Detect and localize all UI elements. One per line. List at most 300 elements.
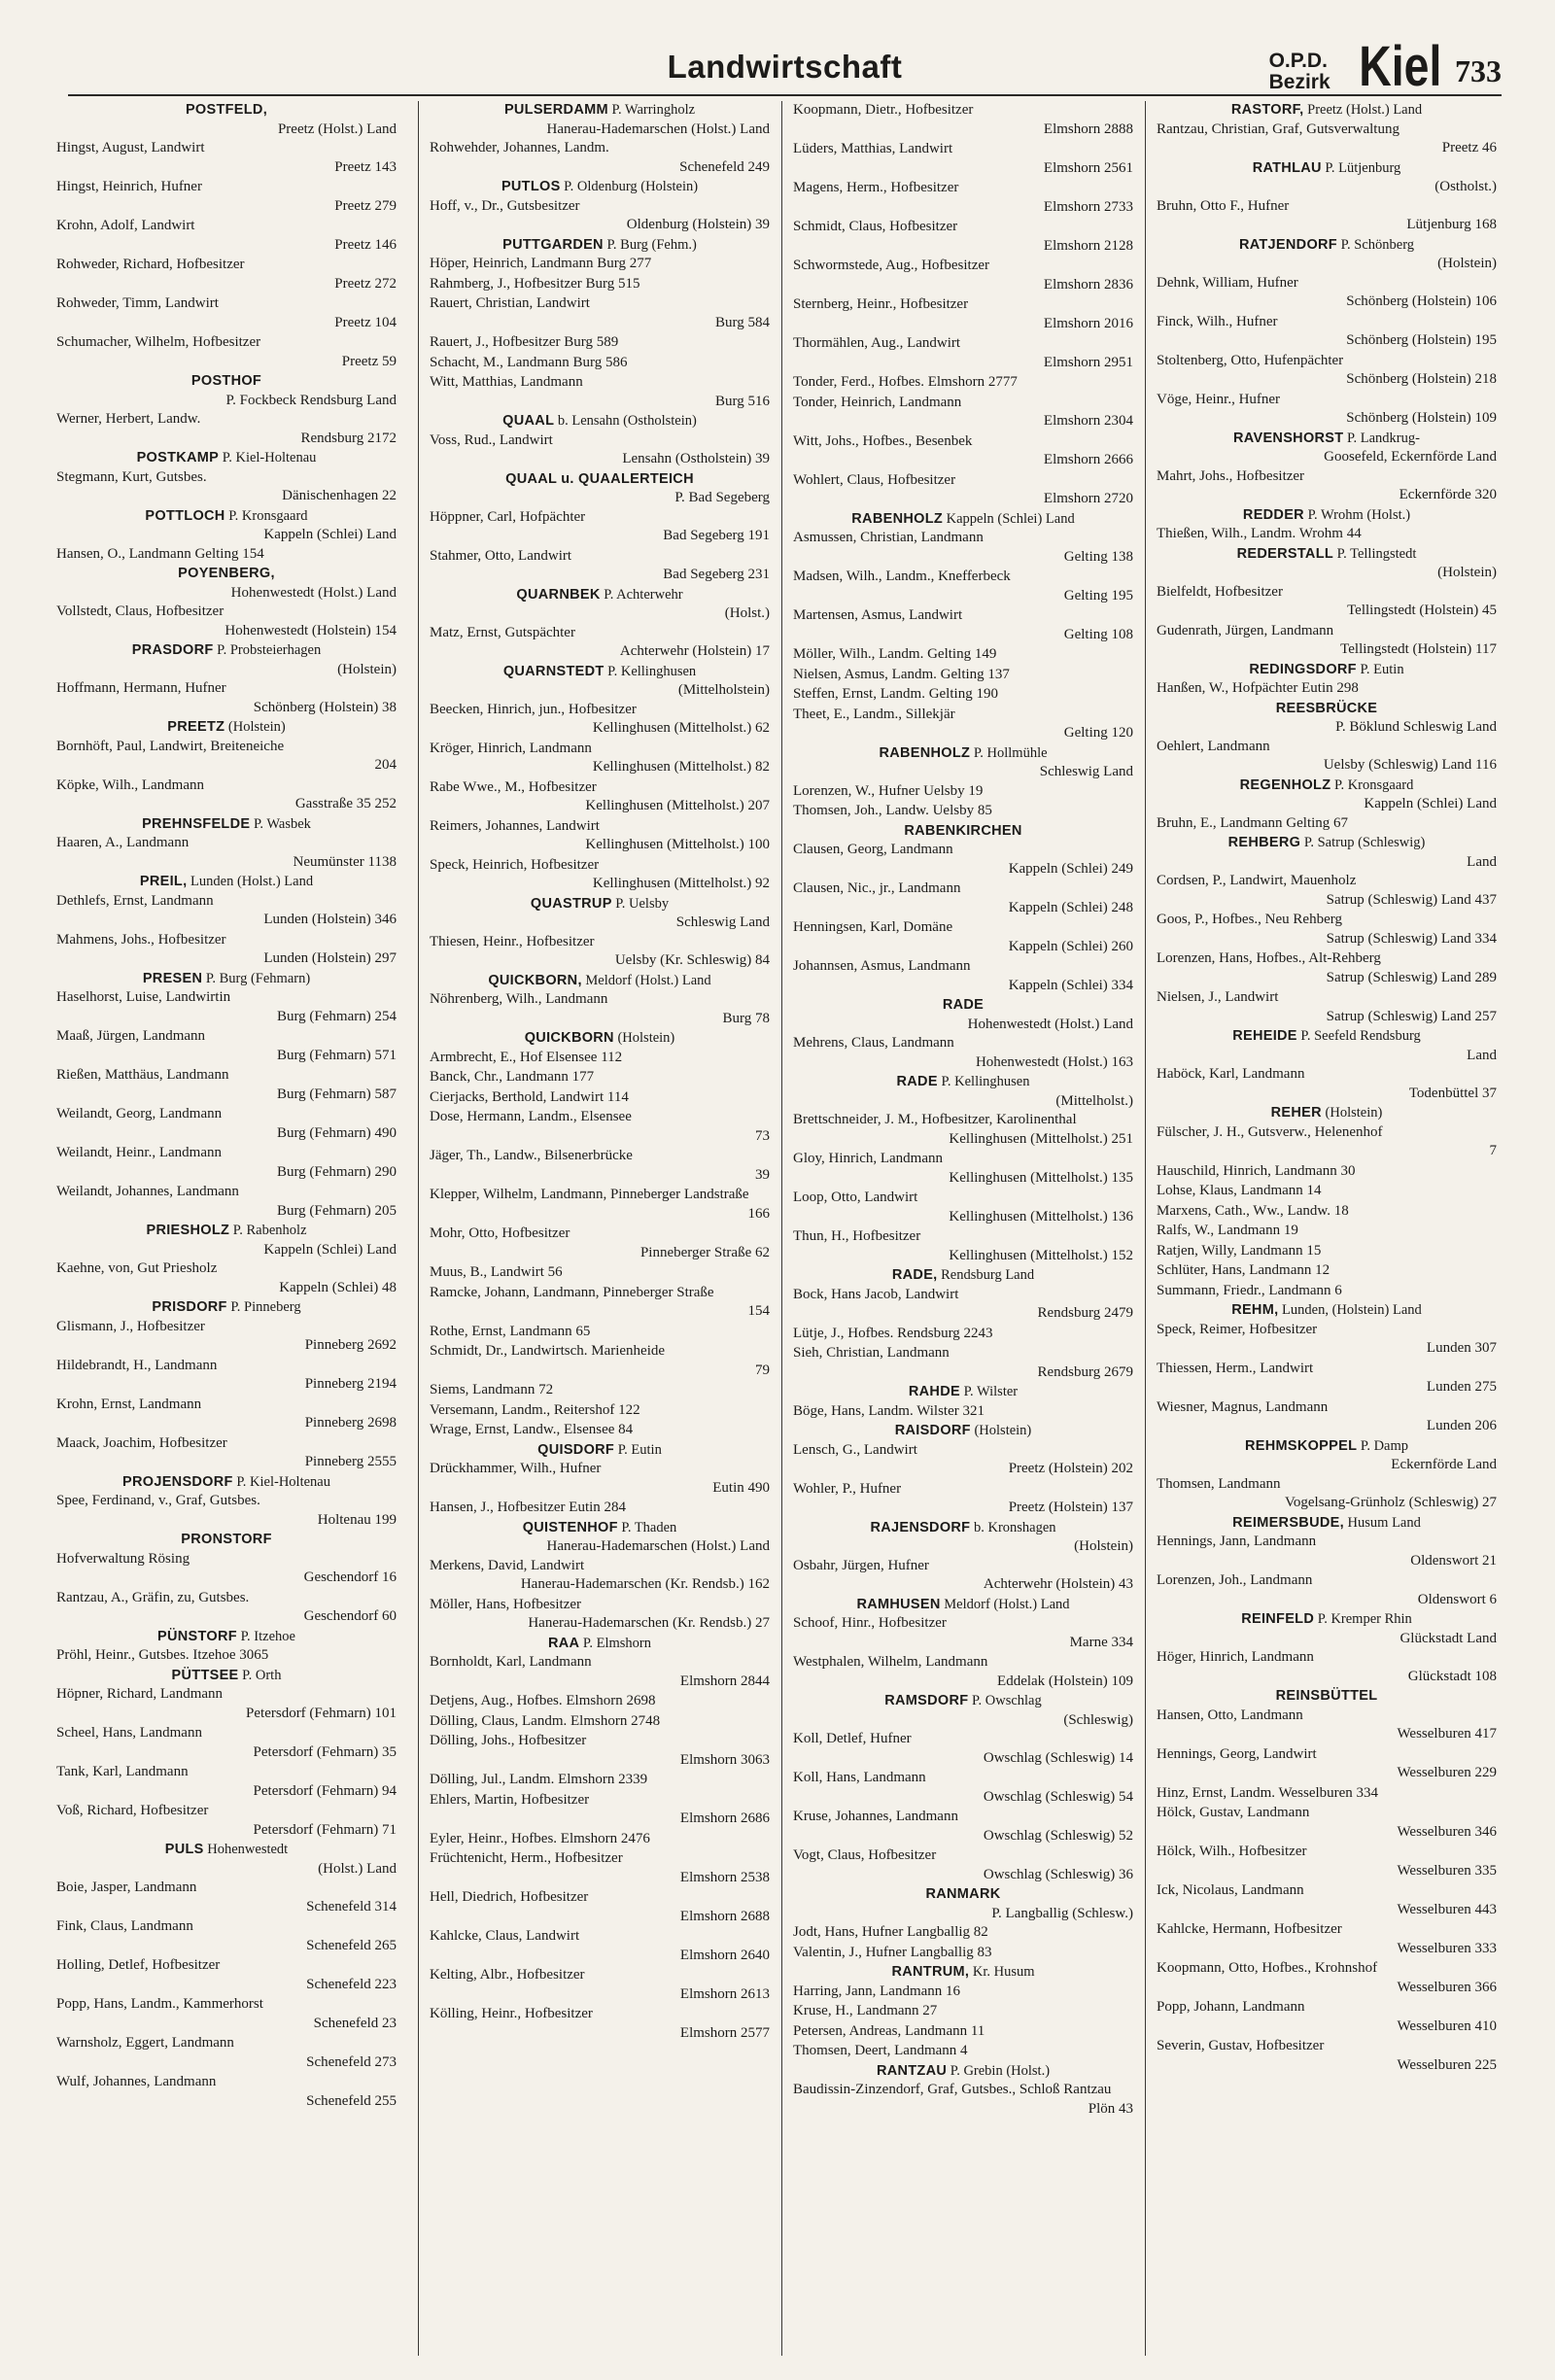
place-subline: (Holst.)	[724, 605, 770, 621]
entry-name: Schlüter, Hans, Landmann 12	[1157, 1262, 1330, 1278]
directory-entry	[430, 1927, 770, 1965]
place-heading	[56, 1667, 397, 1686]
place-heading	[430, 586, 770, 605]
place-heading	[1157, 159, 1497, 179]
place-heading	[56, 507, 397, 527]
place-name: POTTLOCH	[145, 507, 225, 524]
entry-name: Popp, Hans, Landm., Kammerhorst	[56, 1996, 263, 2012]
entry-phone: Elmshorn 2577	[679, 2024, 770, 2041]
entry-name: Schwormstede, Aug., Hofbesitzer	[793, 258, 990, 273]
entry-name: Ick, Nicolaus, Landmann	[1157, 1882, 1304, 1898]
directory-entry	[430, 1088, 770, 1108]
entry-name: Oehlert, Landmann	[1157, 738, 1270, 754]
directory-entry	[793, 2002, 1133, 2021]
entry-phone: Burg 78	[722, 1010, 770, 1026]
directory-entry	[56, 1763, 397, 1801]
place-name: RABENHOLZ	[851, 510, 944, 527]
place-heading	[1157, 776, 1497, 796]
place-post-office: P. Schönberg	[1336, 236, 1415, 253]
entry-name: Bock, Hans Jacob, Landwirt	[793, 1286, 959, 1302]
entry-name: Thomsen, Joh., Landw. Uelsby 85	[793, 803, 992, 818]
entry-name: Schacht, M., Landmann Burg 586	[430, 354, 628, 370]
directory-entry	[1157, 911, 1497, 949]
place-name: PREHNSFELDE	[142, 815, 251, 832]
place-subline: Preetz (Holst.) Land	[277, 121, 397, 137]
column-2	[430, 101, 770, 2356]
entry-name: Vollstedt, Claus, Hofbesitzer	[56, 604, 225, 619]
entry-name: Haaren, A., Landmann	[56, 835, 190, 850]
directory-entry	[56, 1917, 397, 1955]
directory-entry	[1157, 274, 1497, 312]
directory-entry	[56, 1589, 397, 1627]
place-name: PULSERDAMM	[503, 102, 608, 118]
entry-name: Stahmer, Otto, Landwirt	[430, 547, 572, 564]
entry-name: Thormählen, Aug., Landwirt	[793, 335, 961, 351]
directory-entry	[793, 1614, 1133, 1652]
directory-entry	[793, 1402, 1133, 1422]
directory-entry	[793, 841, 1133, 879]
entry-name: Hinz, Ernst, Landm. Wesselburen 334	[1157, 1784, 1379, 1801]
directory-entry	[1157, 1360, 1497, 1397]
directory-entry	[56, 1492, 397, 1530]
column-3	[793, 101, 1133, 2356]
place-subline: Hanerau-Hademarschen (Holst.) Land	[546, 121, 770, 137]
place-post-office: P. Probsteierhagen	[213, 642, 322, 658]
directory-entry	[56, 256, 397, 293]
entry-phone: Satrup (Schleswig) Land 437	[1326, 891, 1497, 908]
place-name: REESBRÜCKE	[1275, 700, 1378, 716]
entry-phone: Oldenswort 21	[1410, 1552, 1497, 1569]
place-heading	[56, 970, 397, 989]
place-heading	[430, 1441, 770, 1461]
entry-name: Jodt, Hans, Hufner Langballig 82	[793, 1924, 988, 1940]
place-post-office: P. Oldenburg (Holstein)	[560, 179, 699, 194]
place-post-office: P. Landkrug-	[1343, 430, 1420, 446]
directory-entry	[56, 2034, 397, 2072]
place-name: REDERSTALL	[1236, 545, 1334, 562]
place-name: RAJENSDORF	[870, 1519, 971, 1535]
entry-phone: Elmshorn 2844	[679, 1673, 770, 1689]
place-heading	[793, 1596, 1133, 1615]
entry-name: Höppner, Carl, Hofpächter	[430, 508, 586, 525]
entry-phone: Wesselburen 225	[1397, 2056, 1497, 2073]
directory-entry	[1157, 583, 1497, 621]
entry-name: Koopmann, Dietr., Hofbesitzer	[793, 102, 974, 118]
entry-name: Rahmberg, J., Hofbesitzer Burg 515	[430, 275, 640, 292]
place-heading	[793, 1073, 1133, 1092]
entry-name: Witt, Johs., Hofbes., Besenbek	[793, 432, 973, 449]
directory-entry	[1157, 121, 1497, 158]
entry-name: Thomsen, Deert, Landmann 4	[793, 2043, 968, 2058]
place-name: REHM,	[1231, 1302, 1279, 1318]
entry-phone: Dänischenhagen 22	[282, 488, 397, 503]
place-name: REDINGSDORF	[1249, 661, 1357, 677]
place-subline: Kappeln (Schlei) Land	[263, 1241, 397, 1258]
entry-name: Jäger, Th., Landw., Bilsenerbrücke	[430, 1148, 633, 1163]
bezirk-text: Bezirk	[1268, 71, 1330, 93]
directory-entry	[793, 782, 1133, 802]
entry-phone: Hohenwestedt (Holst.) 163	[975, 1053, 1133, 1070]
directory-entry	[793, 334, 1133, 372]
directory-entry	[430, 197, 770, 235]
entry-phone: Schönberg (Holstein) 195	[1346, 332, 1497, 348]
place-name: QUICKBORN	[524, 1030, 614, 1046]
place-subline: (Holstein)	[1437, 565, 1497, 580]
entry-name: Lütje, J., Hofbes. Rendsburg 2243	[793, 1325, 993, 1341]
entry-phone: Vogelsang-Grünholz (Schleswig) 27	[1284, 1495, 1497, 1510]
entry-phone: Elmshorn 2016	[1043, 315, 1133, 331]
entry-phone: Preetz 59	[341, 353, 397, 369]
place-subline: (Mittelholst.)	[1055, 1092, 1133, 1109]
entry-phone: Lensahn (Ostholstein) 39	[622, 451, 770, 466]
directory-entry	[56, 834, 397, 872]
entry-phone: Pinneberg 2698	[304, 1415, 397, 1431]
place-post-office: P. Itzehoe	[236, 1628, 295, 1644]
directory-entry	[1157, 1843, 1497, 1880]
place-heading	[793, 822, 1133, 842]
entry-name: Thießen, Wilh., Landm. Wrohm 44	[1157, 526, 1362, 541]
place-heading	[1157, 1104, 1497, 1123]
directory-entry	[56, 1027, 397, 1065]
directory-entry	[793, 179, 1133, 217]
section-title: Landwirtschaft	[667, 49, 903, 85]
entry-name: Scheel, Hans, Landmann	[56, 1725, 202, 1741]
directory-entry	[56, 1956, 397, 1994]
entry-name: Goos, P., Hofbes., Neu Rehberg	[1157, 912, 1342, 927]
entry-phone: Preetz (Holstein) 202	[1008, 1461, 1133, 1476]
entry-name: Lorenzen, W., Hufner Uelsby 19	[793, 782, 984, 799]
entry-name: Clausen, Nic., jr., Landmann	[793, 880, 961, 896]
entry-phone: Petersdorf (Fehmarn) 101	[246, 1705, 397, 1721]
directory-entry	[56, 1357, 397, 1395]
entry-name: Popp, Johann, Landmann	[1157, 1999, 1305, 2015]
entry-name: Bruhn, Otto F., Hufner	[1157, 197, 1290, 214]
place-heading	[430, 1029, 770, 1049]
directory-entry	[793, 1150, 1133, 1188]
place-name: REINFELD	[1241, 1611, 1315, 1627]
directory-entry	[793, 706, 1133, 743]
directory-entry	[793, 2022, 1133, 2042]
place-subline: Hanerau-Hademarschen (Holst.) Land	[546, 1538, 770, 1554]
place-name: PRONSTORF	[181, 1532, 272, 1547]
place-heading	[793, 1422, 1133, 1441]
entry-phone: Bad Segeberg 191	[663, 528, 770, 543]
entry-phone: Wesselburen 229	[1397, 1765, 1497, 1780]
entry-name: Johannsen, Asmus, Landmann	[793, 958, 971, 974]
place-name: PÜTTSEE	[171, 1667, 239, 1683]
entry-phone: 166	[747, 1205, 770, 1222]
entry-name: Fink, Claus, Landmann	[56, 1918, 193, 1934]
directory-entry	[793, 802, 1133, 821]
place-heading	[56, 372, 397, 392]
directory-entry	[56, 1396, 397, 1433]
entry-name: Magens, Herm., Hofbesitzer	[793, 180, 959, 195]
directory-entry	[56, 139, 397, 177]
entry-name: Loop, Otto, Landwirt	[793, 1190, 918, 1205]
directory-entry	[1157, 814, 1497, 834]
place-name: REIMERSBUDE,	[1232, 1514, 1344, 1531]
entry-phone: Holtenau 199	[317, 1511, 397, 1528]
directory-entry	[1157, 1784, 1497, 1804]
place-heading	[56, 1628, 397, 1647]
entry-name: Nöhrenberg, Wilh., Landmann	[430, 991, 608, 1007]
place-post-office: (Holstein)	[613, 1030, 675, 1046]
entry-name: Ehlers, Martin, Hofbesitzer	[430, 1791, 590, 1808]
entry-phone: Uelsby (Schleswig) Land 116	[1323, 757, 1497, 773]
entry-phone: Schönberg (Holstein) 218	[1346, 371, 1497, 387]
directory-entry	[793, 218, 1133, 256]
entry-phone: Elmshorn 2538	[679, 1869, 770, 1885]
directory-entry	[793, 394, 1133, 431]
entry-name: Sternberg, Heinr., Hofbesitzer	[793, 296, 969, 312]
entry-phone: Uelsby (Kr. Schleswig) 84	[614, 952, 770, 968]
entry-name: Lohse, Klaus, Landmann 14	[1157, 1183, 1322, 1198]
entry-phone: Geschendorf 16	[303, 1569, 397, 1585]
entry-phone: Wesselburen 443	[1397, 1901, 1497, 1917]
directory-entry	[1157, 1881, 1497, 1919]
directory-entry	[430, 1830, 770, 1849]
directory-entry	[56, 892, 397, 930]
entry-name: Hanßen, W., Hofpächter Eutin 298	[1157, 680, 1359, 696]
place-heading	[430, 470, 770, 490]
place-name: QUICKBORN,	[488, 972, 582, 988]
place-name: REGENHOLZ	[1239, 776, 1331, 793]
place-name: RAVENSHORST	[1233, 430, 1344, 446]
place-heading	[430, 1635, 770, 1654]
place-name: RAA	[547, 1635, 580, 1651]
place-name: RAMHUSEN	[856, 1596, 941, 1612]
entry-name: Stegmann, Kurt, Gutsbes.	[56, 468, 207, 485]
place-name: REINSBÜTTEL	[1275, 1688, 1378, 1704]
place-heading	[1157, 1301, 1497, 1321]
directory-entry	[430, 1791, 770, 1829]
entry-phone: Elmshorn 2128	[1043, 237, 1133, 254]
place-post-office: P. Uelsby	[611, 895, 670, 912]
place-post-office: P. Warringholz	[607, 102, 696, 118]
place-name: QUISTENHOF	[522, 1519, 618, 1535]
place-heading	[56, 1222, 397, 1241]
place-post-office: P. Lütjenburg	[1321, 159, 1401, 176]
place-heading	[793, 510, 1133, 530]
entry-name: Koopmann, Otto, Hofbes., Krohnshof	[1157, 1960, 1378, 1976]
place-post-office: P. Thaden	[617, 1519, 677, 1535]
entry-name: Wohler, P., Hufner	[793, 1480, 902, 1497]
entry-name: Kelting, Albr., Hofbesitzer	[430, 1967, 585, 1983]
directory-entry	[56, 410, 397, 448]
entry-name: Warnsholz, Eggert, Landmann	[56, 2035, 234, 2051]
entry-phone: Elmshorn 2720	[1043, 491, 1133, 506]
place-post-office: P. Elmshorn	[579, 1635, 652, 1651]
entry-name: Pröhl, Heinr., Gutsbes. Itzehoe 3065	[56, 1647, 269, 1663]
entry-name: Martensen, Asmus, Landwirt	[793, 607, 963, 623]
entry-name: Clausen, Georg, Landmann	[793, 842, 953, 857]
entry-name: Speck, Heinrich, Hofbesitzer	[430, 856, 600, 873]
entry-name: Hingst, August, Landwirt	[56, 140, 205, 155]
entry-name: Hofverwaltung Rösing	[56, 1550, 190, 1567]
entry-name: Rohwehder, Johannes, Landm.	[430, 140, 609, 155]
directory-entry	[793, 957, 1133, 995]
place-post-office: P. Tellingstedt	[1333, 545, 1417, 562]
place-subline: (Holstein)	[337, 661, 397, 677]
entry-phone: Wesselburen 333	[1397, 1940, 1497, 1956]
place-name: RANTZAU	[876, 2062, 948, 2079]
place-heading	[793, 1692, 1133, 1711]
directory-entry	[56, 679, 397, 717]
place-name: POSTKAMP	[136, 450, 220, 466]
place-post-office: Kappeln (Schlei) Land	[943, 510, 1075, 527]
directory-entry	[430, 373, 770, 411]
entry-name: Kaehne, von, Gut Priesholz	[56, 1260, 218, 1276]
entry-phone: Owschlag (Schleswig) 36	[983, 1866, 1133, 1882]
entry-name: Kahlcke, Claus, Landwirt	[430, 1928, 580, 1944]
directory-entry	[793, 1557, 1133, 1595]
entry-name: Dehnk, William, Hufner	[1157, 274, 1298, 291]
place-heading	[1157, 545, 1497, 565]
entry-phone: Schenefeld 23	[313, 2015, 397, 2031]
entry-name: Steffen, Ernst, Landm. Gelting 190	[793, 686, 998, 702]
directory-entry	[430, 1888, 770, 1926]
entry-name: Hoffmann, Hermann, Hufner	[56, 680, 226, 696]
entry-name: Sieh, Christian, Landmann	[793, 1345, 950, 1361]
entry-phone: Preetz 279	[334, 197, 397, 214]
entry-name: Tonder, Ferd., Hofbes. Elmshorn 2777	[793, 374, 1018, 390]
entry-name: Hansen, O., Landmann Gelting 154	[56, 545, 264, 562]
place-post-office: P. Seefeld Rendsburg	[1296, 1028, 1421, 1044]
directory-entry	[793, 101, 1133, 139]
place-heading	[1157, 430, 1497, 449]
entry-name: Nielsen, J., Landwirt	[1157, 989, 1279, 1005]
place-name: RANTRUM,	[891, 1964, 970, 1980]
directory-entry	[430, 431, 770, 469]
directory-entry	[430, 1284, 770, 1322]
entry-name: Voß, Richard, Hofbesitzer	[56, 1803, 209, 1818]
place-heading	[56, 1298, 397, 1318]
entry-name: Detjens, Aug., Hofbes. Elmshorn 2698	[430, 1693, 656, 1708]
place-name: QUISDORF	[537, 1441, 615, 1458]
place-heading	[793, 1519, 1133, 1538]
entry-name: Stoltenberg, Otto, Hufenpächter	[1157, 352, 1344, 368]
entry-name: Maack, Joachim, Hofbesitzer	[56, 1434, 227, 1451]
entry-name: Bornhöft, Paul, Landwirt, Breiteneiche	[56, 738, 285, 754]
place-heading	[430, 972, 770, 991]
directory-entry	[793, 645, 1133, 665]
entry-name: Rantzau, A., Gräfin, zu, Gutsbes.	[56, 1589, 250, 1605]
directory-entry	[56, 1802, 397, 1840]
place-name: REHER	[1270, 1105, 1322, 1121]
place-heading	[1157, 1687, 1497, 1707]
place-heading	[793, 996, 1133, 1016]
place-heading	[56, 101, 397, 121]
entry-phone: Preetz 272	[334, 275, 397, 292]
entry-name: Thiesen, Heinr., Hofbesitzer	[430, 933, 595, 949]
entry-name: Eyler, Heinr., Hofbes. Elmshorn 2476	[430, 1830, 650, 1846]
entry-phone: Burg (Fehmarn) 587	[276, 1086, 397, 1102]
place-post-office: P. Kiel-Holtenau	[219, 450, 317, 466]
directory-entry	[430, 624, 770, 662]
directory-entry	[430, 778, 770, 816]
entry-name: Glismann, J., Hofbesitzer	[56, 1318, 205, 1334]
entry-name: Beecken, Hinrich, jun., Hofbesitzer	[430, 701, 637, 717]
place-heading	[1157, 1610, 1497, 1630]
entry-phone: Pinneberg 2194	[304, 1376, 397, 1392]
place-post-office: b. Lensahn (Ostholstein)	[554, 413, 697, 429]
directory-entry	[430, 547, 770, 585]
entry-phone: Kellinghusen (Mittelholst.) 100	[585, 837, 770, 852]
entry-name: Weilandt, Johannes, Landmann	[56, 1184, 239, 1199]
place-name: PREETZ	[167, 719, 225, 735]
place-name: QUARNSTEDT	[502, 663, 605, 679]
entry-phone: Pinneberg 2692	[304, 1337, 397, 1353]
place-name: PREIL,	[139, 874, 188, 889]
entry-phone: Elmshorn 2304	[1043, 413, 1133, 429]
directory-entry	[430, 990, 770, 1028]
directory-entry	[56, 603, 397, 640]
place-post-office: P. Hollmühle	[970, 744, 1048, 761]
place-post-office: Lunden (Holst.) Land	[187, 874, 314, 889]
entry-name: Westphalen, Wilhelm, Landmann	[793, 1654, 988, 1670]
entry-name: Dölling, Johs., Hofbesitzer	[430, 1733, 587, 1748]
place-heading	[793, 1885, 1133, 1905]
entry-name: Wrage, Ernst, Landw., Elsensee 84	[430, 1422, 634, 1437]
directory-entry	[430, 1068, 770, 1087]
column-divider	[1145, 101, 1146, 2356]
directory-entry	[1157, 1571, 1497, 1609]
entry-name: Rothe, Ernst, Landmann 65	[430, 1323, 591, 1339]
entry-name: Matz, Ernst, Gutspächter	[430, 624, 575, 640]
directory-entry	[56, 1105, 397, 1143]
place-subline: Kappeln (Schlei) Land	[1364, 796, 1497, 811]
place-name: RADE	[896, 1074, 938, 1089]
entry-name: Valentin, J., Hufner Langballig 83	[793, 1944, 992, 1960]
directory-entry	[56, 1144, 397, 1182]
entry-phone: 154	[747, 1303, 770, 1319]
entry-name: Haselhorst, Luise, Landwirtin	[56, 989, 231, 1005]
directory-entry	[793, 373, 1133, 393]
directory-entry	[793, 1480, 1133, 1518]
directory-entry	[56, 1995, 397, 2033]
place-heading	[56, 1473, 397, 1493]
directory-entry	[1157, 1202, 1497, 1222]
entry-name: Hennings, Jann, Landmann	[1157, 1534, 1317, 1549]
entry-name: Mohr, Otto, Hofbesitzer	[430, 1225, 570, 1241]
entry-name: Drückhammer, Wilh., Hufner	[430, 1461, 602, 1476]
entry-phone: Schenefeld 255	[306, 2092, 397, 2109]
entry-phone: Achterwehr (Holstein) 17	[619, 643, 770, 659]
entry-name: Kruse, Johannes, Landmann	[793, 1809, 958, 1824]
directory-entry	[430, 1732, 770, 1770]
place-post-office: P. Kiel-Holtenau	[232, 1473, 330, 1490]
directory-entry	[1157, 1398, 1497, 1436]
entry-name: Haböck, Karl, Landmann	[1157, 1066, 1305, 1082]
directory-entry	[56, 545, 397, 565]
directory-entry	[1157, 2037, 1497, 2075]
entry-name: Armbrecht, E., Hof Elsensee 112	[430, 1049, 623, 1065]
directory-entry	[430, 2005, 770, 2043]
entry-phone: Owschlag (Schleswig) 52	[983, 1827, 1133, 1844]
entry-name: Spee, Ferdinand, v., Graf, Gutsbes.	[56, 1493, 260, 1508]
entry-name: Asmussen, Christian, Landmann	[793, 530, 984, 545]
directory-entry	[1157, 1182, 1497, 1201]
directory-entry	[793, 685, 1133, 705]
place-name: PUTLOS	[501, 179, 561, 194]
place-name: POSTHOF	[190, 373, 262, 389]
entry-phone: Gelting 138	[1063, 548, 1133, 565]
place-heading	[793, 2062, 1133, 2082]
directory-entry	[793, 666, 1133, 685]
directory-entry	[1157, 1475, 1497, 1513]
place-post-office: P. Pinneberg	[226, 1299, 301, 1315]
place-post-office: P. Satrup (Schleswig)	[1300, 835, 1426, 850]
